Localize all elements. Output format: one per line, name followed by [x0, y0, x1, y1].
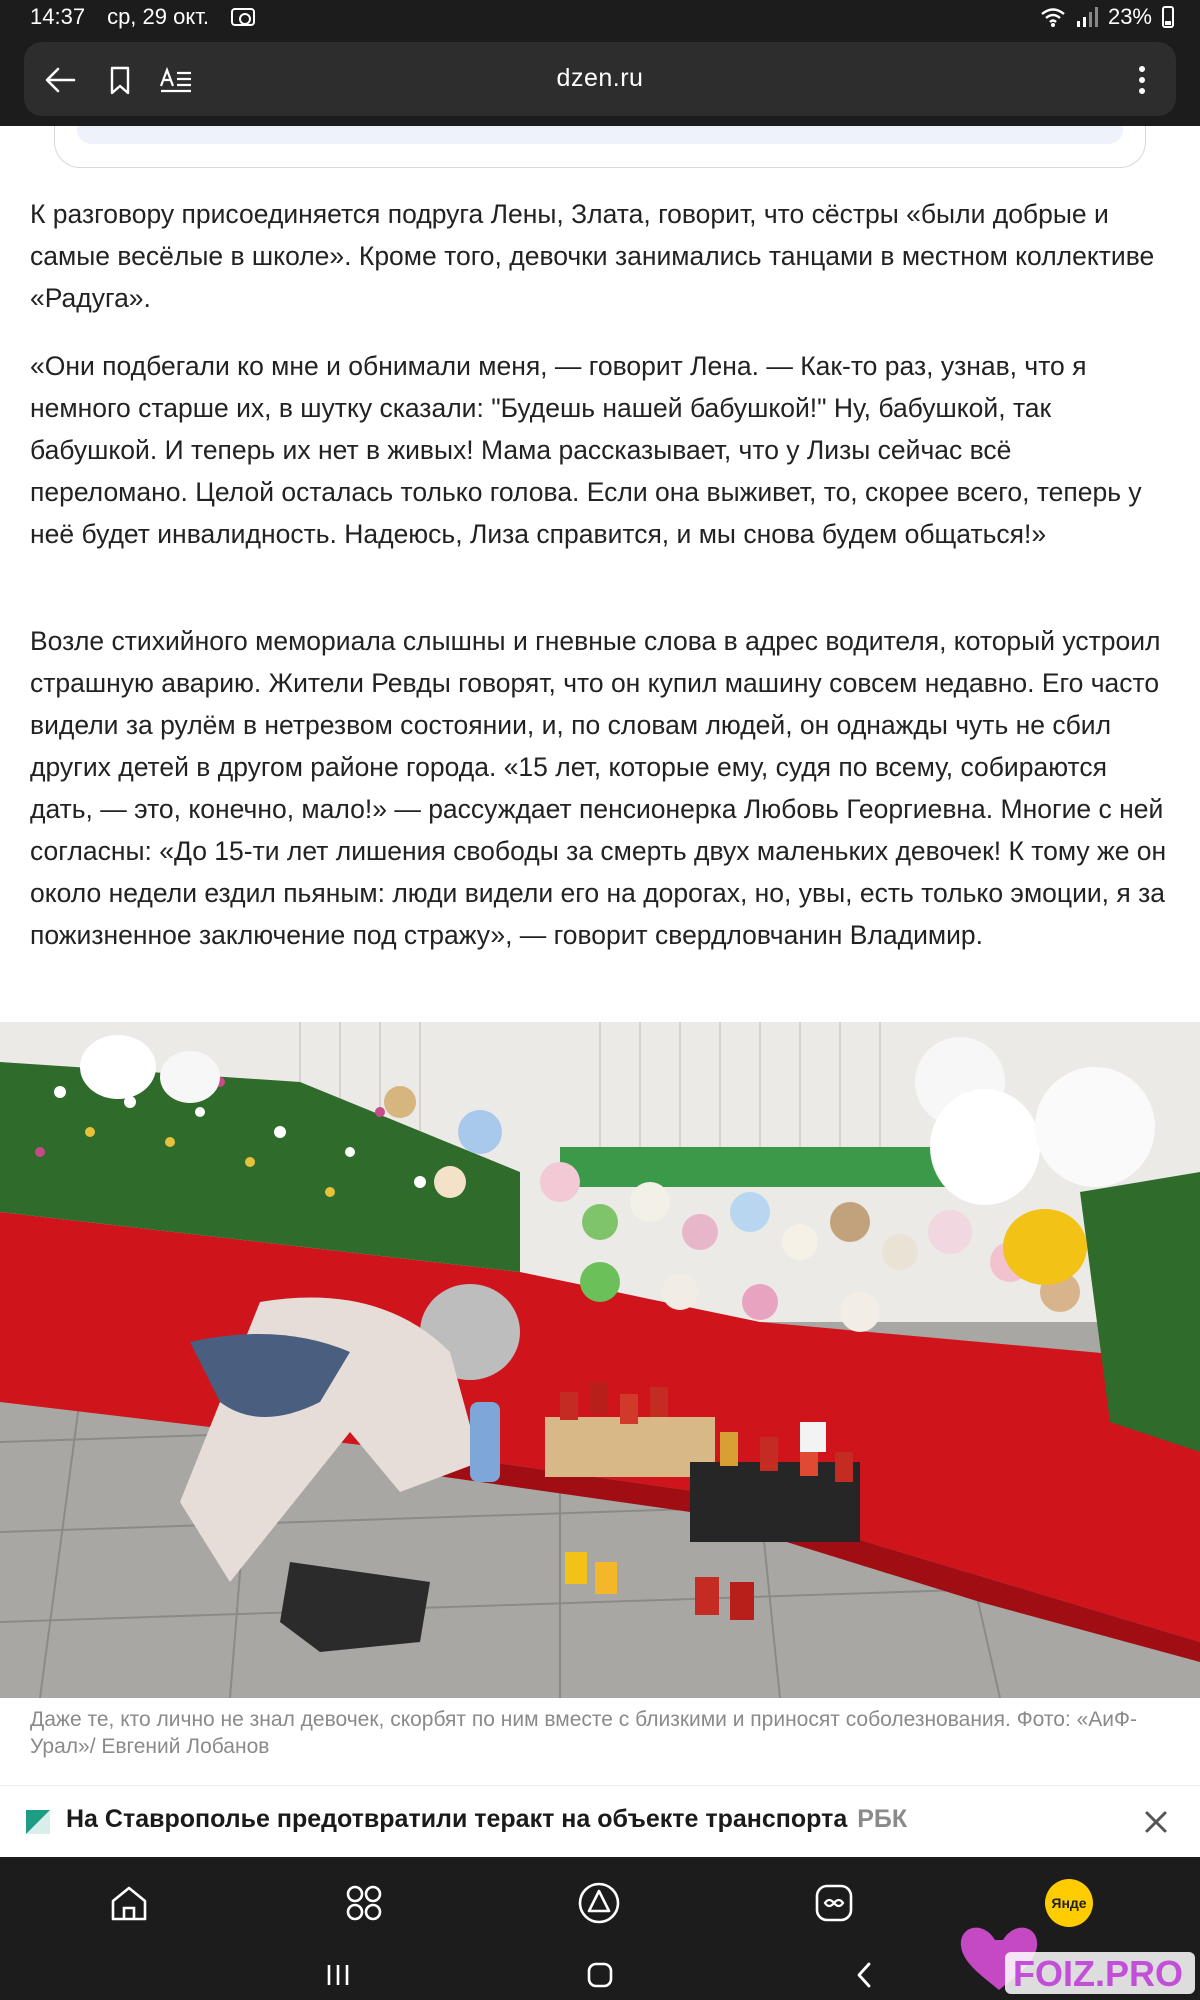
url-text[interactable]: dzen.ru	[556, 64, 644, 92]
news-source: РБК	[857, 1805, 908, 1833]
signal-icon	[1076, 6, 1098, 28]
article-paragraph: Возле стихийного мемориала слышны и гневные слова в адрес водителя, который устроил страшную аварию. Жители Ревды говорят, что он купил машину совсем недавно. Его часто видели за рулём в нетрезвом состоянии, и, по словам людей, он однажды чуть не сбил других детей в другом районе города. «15 лет, которые ему, судя по всему, собираются дать, — это, конечно, мало!» — рассуждает пенсионерка Любовь Георгиевна. Многие с ней согласны: «До 15-ти лет лишения свободы за смерть двух маленьких девочек! К тому же он около недели ездил пьяным: люди видели его на дорогах, но, увы, есть только эмоции, я за пожизненное заключение под стражу», — говорит свердловчанин Владимир.	[30, 626, 1167, 950]
status-date: ср, 29 окт.	[107, 4, 209, 29]
article-photo[interactable]	[0, 1022, 1200, 1698]
recent-apps-icon[interactable]	[320, 1957, 356, 1993]
embedded-card-inner	[77, 126, 1123, 144]
news-headline[interactable]: На Ставрополье предотвратили теракт на объекте транспорта	[66, 1805, 848, 1833]
home-icon[interactable]	[105, 1879, 153, 1927]
battery-percent: 23%	[1107, 4, 1152, 29]
address-bar[interactable]	[24, 42, 1176, 116]
home-button-icon[interactable]	[582, 1957, 618, 1993]
profile-avatar[interactable]: Янде	[1045, 1879, 1093, 1927]
browser-toolbar	[0, 36, 1200, 126]
news-headline-row[interactable]	[66, 1805, 907, 1834]
screenshot-icon	[231, 8, 255, 26]
news-ticker[interactable]	[0, 1785, 1200, 1857]
watermark-logo	[955, 1912, 1200, 2000]
watermark	[955, 1912, 1200, 2000]
memorial-photo-illustration	[0, 1022, 1200, 1698]
close-icon[interactable]	[1140, 1806, 1172, 1838]
article-paragraph: «Они подбегали ко мне и обнимали меня, — говорит Лена. — Как-то раз, узнав, что я немного старше их, в шутку сказали: "Будешь нашей бабушкой!" Ну, бабушкой, так бабушкой. И теперь их нет в живых! Мама рассказывает, что у Лизы сейчас всё переломано. Целой осталась только голова. Если она выживет, то, скорее всего, теперь у неё будет инвалидность. Надеюсь, Лиза справится, и мы снова будем общаться!»	[30, 351, 1142, 549]
status-right	[1040, 4, 1174, 30]
embedded-card	[54, 126, 1146, 168]
status-left	[30, 4, 255, 30]
wifi-icon	[1040, 6, 1066, 28]
more-menu-icon[interactable]	[1122, 60, 1162, 100]
status-bar	[0, 0, 1200, 36]
back-button-icon[interactable]	[847, 1957, 883, 1993]
services-grid-icon[interactable]	[340, 1879, 388, 1927]
news-logo-icon	[26, 1810, 50, 1834]
watermark-text: FOIZ.PRO	[1013, 1953, 1183, 1994]
alice-assistant-icon[interactable]	[575, 1879, 623, 1927]
battery-icon	[1162, 6, 1174, 28]
article-paragraph: К разговору присоединяется подруга Лены, Злата, говорит, что сёстры «были добрые и самые весёлые в школе». Кроме того, девочки занимались танцами в местном коллективе «Радуга».	[30, 199, 1155, 313]
status-time: 14:37	[30, 4, 86, 29]
photo-caption: Даже те, кто лично не знал девочек, скорбят по ним вместе с близкими и приносят соболезнования. Фото: «АиФ-Урал»/ Евгений Лобанов	[30, 1708, 1137, 1758]
dzen-video-icon[interactable]	[810, 1879, 858, 1927]
